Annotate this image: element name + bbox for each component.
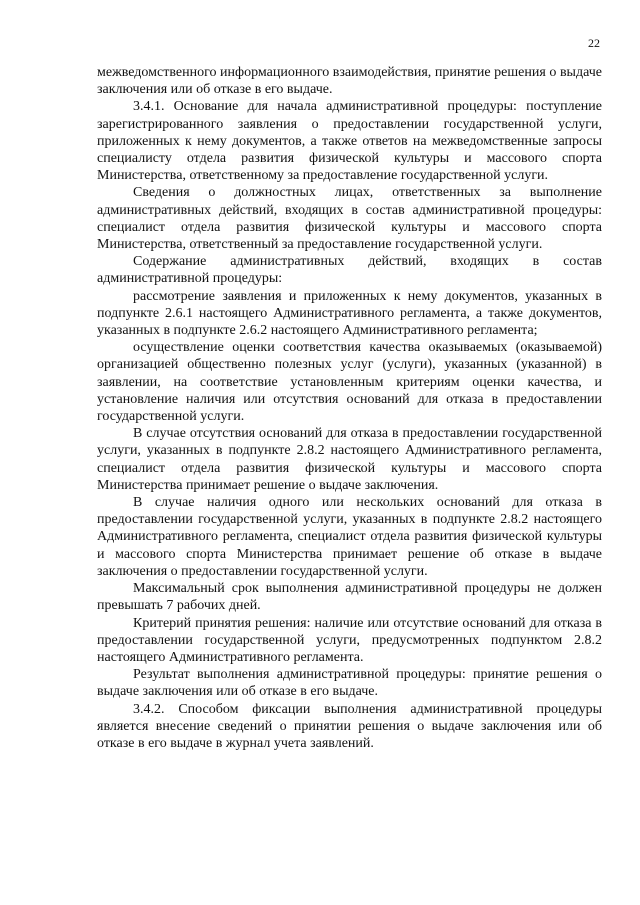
paragraph-responsible-officials: Сведения о должностных лицах, ответственных за выполнение административных действий, входящих в состав административной процедуры: специалист отдела развития физической культуры и массового спорта Министерства, ответственный за предоставление государственной услуги.	[97, 185, 602, 253]
paragraph-procedure-result: Результат выполнения административной процедуры: принятие решения о выдаче заключения или об отказе в его выдаче.	[97, 667, 602, 700]
paragraph-review-application: рассмотрение заявления и приложенных к нему документов, указанных в подпункте 2.6.1 настоящего Административного регламента, а также документов, указанных в подпункте 2.6.2 настоящего Административного регламента;	[97, 288, 602, 339]
paragraph-3-4-1-basis: 3.4.1. Основание для начала административной процедуры: поступление зарегистрированного заявления о предоставлении государственной услуги, приложенных к нему документов, а также ответов на межведомственные запросы специалисту отдела развития физической культуры и массового спорта Министерства, ответственному за предоставление государственной услуги.	[97, 99, 602, 184]
paragraph-3-4-2-recording-method: 3.4.2. Способом фиксации выполнения административной процедуры является внесение сведений о принятии решения о выдаче заключения или об отказе в его выдаче в журнал учета заявлений.	[97, 701, 602, 751]
page-number: 22	[588, 36, 600, 50]
paragraph-decision-criterion: Критерий принятия решения: наличие или отсутствие оснований для отказа в предоставлении государственной услуги, предусмотренных подпунктом 2.8.2 настоящего Административного регламента.	[97, 615, 602, 665]
paragraph-quality-assessment: осуществление оценки соответствия качества оказываемых (оказываемой) организацией общественно полезных услуг (услуги), указанных (указанной) в заявлении, на соответствие установленным критериям оценки качества, и установление наличия или отсутствия оснований для отказа в предоставлении государственной услуги.	[97, 340, 602, 425]
paragraph-actions-content: Содержание административных действий, входящих в состав административной процедуры:	[97, 254, 602, 287]
paragraph-continuation: межведомственного информационного взаимодействия, принятие решения о выдаче заключения или об отказе в его выдаче.	[97, 65, 602, 98]
paragraph-grounds-for-refusal: В случае наличия одного или нескольких оснований для отказа в предоставлении государственной услуги, указанных в подпункте 2.8.2 настоящего Административного регламента, специалист отдела развития физической культуры и массового спорта Министерства принимает решение об отказе в выдаче заключения о предоставлении государственной услуги.	[97, 495, 602, 579]
document-body	[97, 64, 602, 752]
paragraph-maximum-term: Максимальный срок выполнения административной процедуры не должен превышать 7 рабочих дней.	[97, 581, 602, 614]
paragraph-no-grounds-for-refusal: В случае отсутствия оснований для отказа в предоставлении государственной услуги, указанных в подпункте 2.8.2 настоящего Административного регламента, специалист отдела развития физической культуры и массового спорта Министерства принимает решение о выдаче заключения.	[97, 426, 602, 493]
